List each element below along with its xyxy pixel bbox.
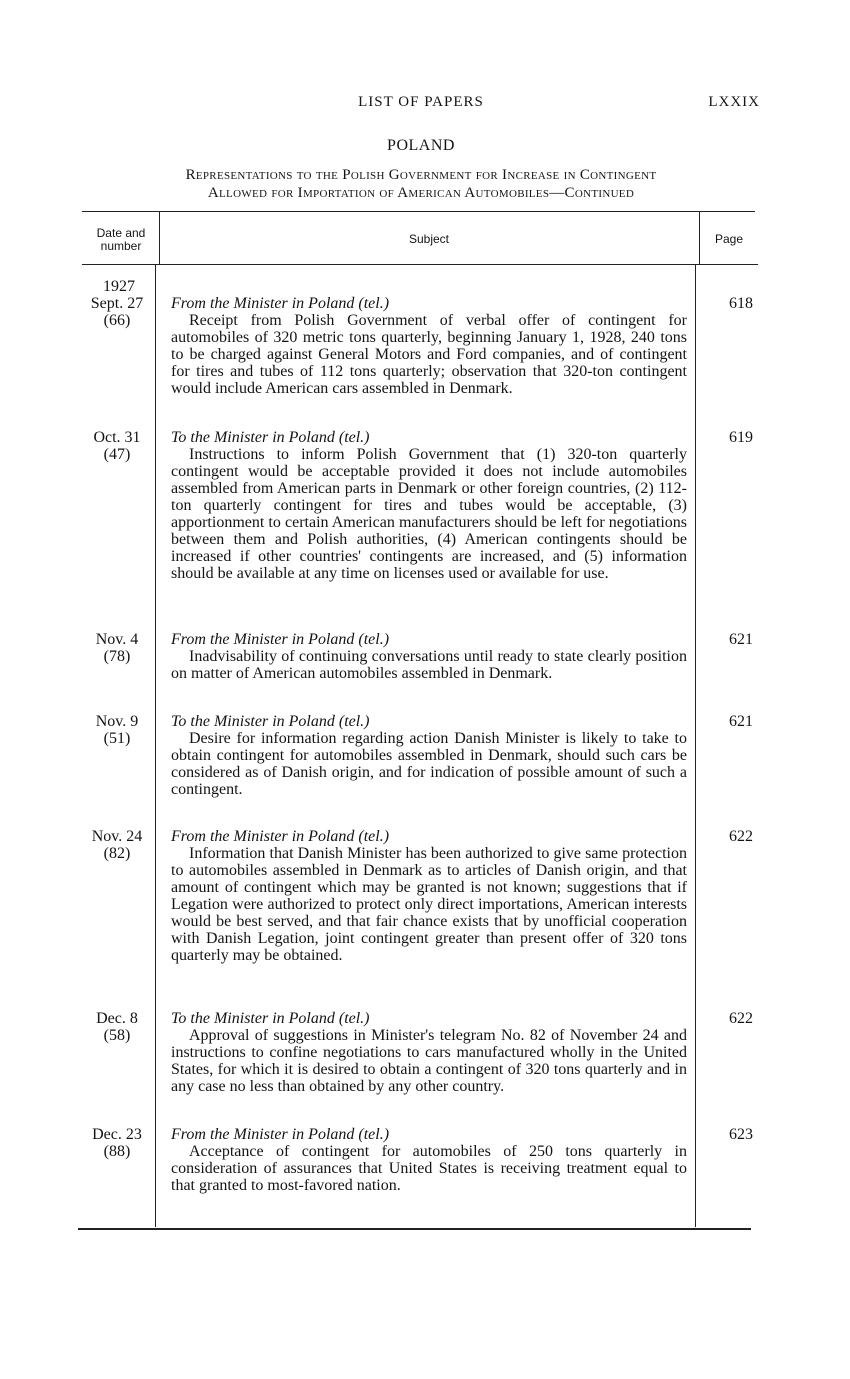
entry-subject <box>171 828 687 964</box>
entry-date <box>78 429 156 463</box>
entry-date-text: Nov. 24 <box>91 828 143 845</box>
column-header-subject: Subject <box>408 232 450 246</box>
column-header-date: Date and number <box>96 226 146 253</box>
entry-body: Information that Danish Minister has been authorized to give same protection to automobiles assembled in Denmark as to articles of Danish origin, and that amount of contingent which may be granted is not known; suggestions that if Legation were authorized to protect only direct importations, American interests would be best served, and that fair chance exists that by unofficial cooperation with Danish Legation, joint contingent greater than present offer of 320 tons quarterly may be obtained. <box>171 845 687 964</box>
entry-number: (47) <box>103 446 131 463</box>
entry-date <box>78 631 156 665</box>
entry-page: 619 <box>729 429 753 446</box>
column-divider <box>695 265 696 1227</box>
entry-heading: To the Minister in Poland (tel.) <box>171 429 370 446</box>
entry-number: (88) <box>103 1143 131 1160</box>
entry-date <box>78 1010 156 1044</box>
entry-subject <box>171 1010 687 1095</box>
year-label: 1927 <box>103 278 135 295</box>
entry-heading: From the Minister in Poland (tel.) <box>171 1126 390 1143</box>
entry-number: (78) <box>103 648 131 665</box>
entry-date-text: Oct. 31 <box>93 429 141 446</box>
running-head <box>82 94 760 114</box>
entry-subject <box>171 295 687 397</box>
entry-body: Desire for information regarding action Danish Minister is likely to take to obtain contingent for automobiles assembled in Denmark, should such cars be considered as of Danish origin, and for indication of possible amount of such a contingent. <box>171 730 687 798</box>
entry-body: Receipt from Polish Government of verbal offer of contingent for automobiles of 320 metric tons quarterly, beginning January 1, 1928, 240 tons to be charged against General Motors and Ford companies, and of contingent for tires and tubes of 112 tons quarterly; observation that 320-ton contingent would include American cars assembled in Denmark. <box>171 312 687 397</box>
entry-page: 623 <box>729 1126 753 1143</box>
entry-body: Instructions to inform Polish Government that (1) 320-ton quarterly contingent would be acceptable provided it does not include automobiles assembled from American parts in Denmark or other foreign countries, (2) 112-ton quarterly contingent for tires and tubes would be acceptable, (3) apportionment to certain American manufacturers should be left for negotiations between them and Polish authorities, (4) American contingents should be increased if other countries' contingents are increased, and (5) information should be available at any time on licenses used or available for use. <box>171 446 687 582</box>
section-title: POLAND <box>387 137 455 154</box>
entry-heading: To the Minister in Poland (tel.) <box>171 713 370 730</box>
table-header-rule <box>82 264 758 265</box>
entry-heading: To the Minister in Poland (tel.) <box>171 1010 370 1027</box>
entry-number: (82) <box>103 845 131 862</box>
sub-heading-line-2: Allowed for Importation of American Automobiles—Continued <box>207 185 635 201</box>
entry-number: (66) <box>103 312 131 329</box>
entry-date <box>78 1126 156 1160</box>
entry-body: Approval of suggestions in Minister's telegram No. 82 of November 24 and instructions to confine negotiations to cars manufactured wholly in the United States, for which it is desired to obtain a contingent of 320 tons quarterly and in any case no less than obtained by any other country. <box>171 1027 687 1095</box>
entry-body: Acceptance of contingent for automobiles of 250 tons quarterly in consideration of assurances that United States is receiving treatment equal to that granted to most-favored nation. <box>171 1143 687 1194</box>
entry-subject <box>171 631 687 682</box>
entry-body: Inadvisability of continuing conversations until ready to state clearly position on matter of American automobiles assembled in Denmark. <box>171 648 687 682</box>
entry-date-text: Sept. 27 <box>90 295 144 312</box>
entry-heading: From the Minister in Poland (tel.) <box>171 631 390 648</box>
entry-number: (58) <box>103 1027 131 1044</box>
entry-date-text: Nov. 4 <box>95 631 139 648</box>
entry-heading: From the Minister in Poland (tel.) <box>171 828 390 845</box>
table-top-rule <box>82 211 755 212</box>
entry-page: 621 <box>729 713 753 730</box>
entry-page: 622 <box>729 828 753 845</box>
running-head-title: LIST OF PAPERS <box>358 94 484 110</box>
entry-page: 618 <box>729 295 753 312</box>
entry-subject <box>171 429 687 582</box>
entry-date <box>78 295 156 329</box>
entry-date-text: Dec. 8 <box>96 1010 138 1027</box>
running-head-page-number: LXXIX <box>708 94 760 110</box>
entry-subject <box>171 1126 687 1194</box>
entry-date <box>78 713 156 747</box>
sub-heading-line-1: Representations to the Polish Government for Increase in Contingent <box>185 167 657 183</box>
entry-date-text: Dec. 23 <box>92 1126 142 1143</box>
table-bottom-rule <box>78 1228 751 1230</box>
column-header-page: Page <box>714 232 744 246</box>
sub-heading <box>80 166 762 202</box>
entry-page: 622 <box>729 1010 753 1027</box>
entry-page: 621 <box>729 631 753 648</box>
entry-date <box>78 828 156 862</box>
entry-number: (51) <box>103 730 131 747</box>
entry-subject <box>171 713 687 798</box>
entry-date-text: Nov. 9 <box>95 713 139 730</box>
entry-heading: From the Minister in Poland (tel.) <box>171 295 390 312</box>
